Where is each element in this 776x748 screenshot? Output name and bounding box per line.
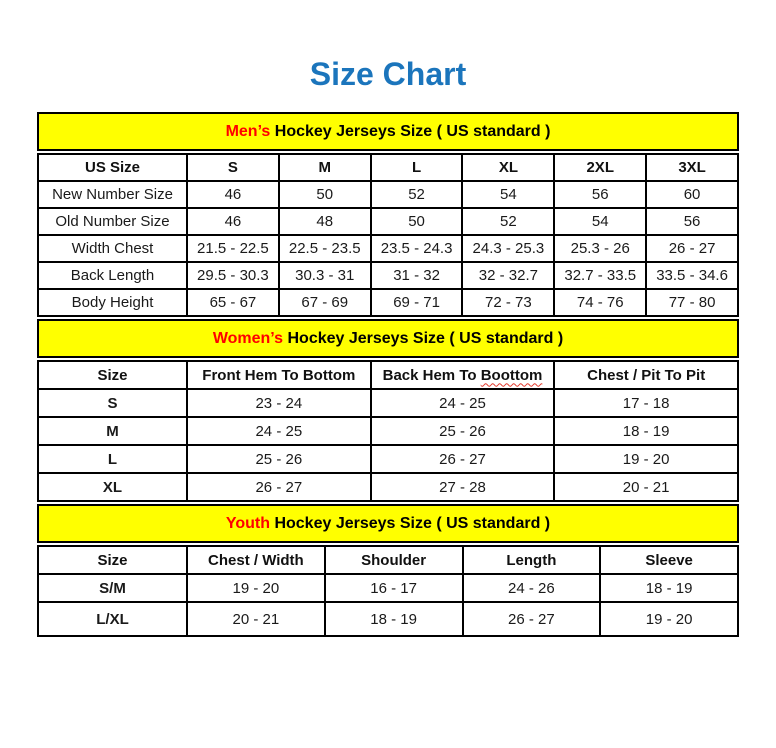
table-row [38,417,738,445]
value-cell: 21.5 - 22.5 [187,235,279,262]
womens-size-table-holder [37,360,739,502]
value-cell: 16 - 17 [325,574,463,602]
column-header-cell: Chest / Width [187,546,325,574]
table-row [38,574,738,602]
mens-size-table-holder [37,153,739,317]
value-cell: 17 - 18 [554,389,738,417]
column-header-cell: US Size [38,154,187,181]
value-cell: 18 - 19 [600,574,738,602]
mens-header-highlight: Men’s [225,122,271,140]
row-label-cell: Body Height [38,289,187,316]
column-header-cell: Size [38,361,187,389]
value-cell: 20 - 21 [554,473,738,501]
mens-section [37,112,739,317]
value-cell: 56 [646,208,738,235]
column-header-cell: M [279,154,371,181]
youth-section [37,504,739,637]
column-header-cell: Length [463,546,601,574]
value-cell: 23 - 24 [187,389,371,417]
row-label-cell: S [38,389,187,417]
row-label-cell: L/XL [38,602,187,636]
table-row [38,262,738,289]
value-cell: 50 [279,181,371,208]
womens-section [37,319,739,502]
value-cell: 69 - 71 [371,289,463,316]
value-cell: 32.7 - 33.5 [554,262,646,289]
value-cell: 19 - 20 [600,602,738,636]
value-cell: 26 - 27 [371,445,555,473]
size-chart [37,112,739,637]
page-title: Size Chart [309,56,467,92]
row-label-cell: L [38,445,187,473]
youth-header-text: Hockey Jerseys Size ( US standard ) [270,514,551,532]
row-label-cell: New Number Size [38,181,187,208]
youth-section-header [37,504,739,543]
value-cell: 74 - 76 [554,289,646,316]
value-cell: 27 - 28 [371,473,555,501]
table-row [38,473,738,501]
value-cell: 26 - 27 [646,235,738,262]
column-header-cell: Chest / Pit To Pit [554,361,738,389]
value-cell: 32 - 32.7 [462,262,554,289]
row-label-cell: XL [38,473,187,501]
column-header-cell: Sleeve [600,546,738,574]
womens-header-highlight: Women’s [212,329,284,347]
table-row [38,389,738,417]
value-cell: 50 [371,208,463,235]
womens-section-header [37,319,739,358]
value-cell: 77 - 80 [646,289,738,316]
value-cell: 24 - 25 [187,417,371,445]
table-row [38,181,738,208]
mens-header-text: Hockey Jerseys Size ( US standard ) [270,122,551,140]
value-cell: 67 - 69 [279,289,371,316]
value-cell: 18 - 19 [554,417,738,445]
value-cell: 25.3 - 26 [554,235,646,262]
mens-section-header [37,112,739,151]
value-cell: 56 [554,181,646,208]
value-cell: 24.3 - 25.3 [462,235,554,262]
table-row [38,289,738,316]
value-cell: 46 [187,208,279,235]
value-cell: 54 [554,208,646,235]
value-cell: 30.3 - 31 [279,262,371,289]
value-cell: 33.5 - 34.6 [646,262,738,289]
value-cell: 19 - 20 [187,574,325,602]
row-label-cell: Back Length [38,262,187,289]
column-header-cell: Shoulder [325,546,463,574]
column-header-cell: 3XL [646,154,738,181]
column-header-cell: XL [462,154,554,181]
value-cell: 25 - 26 [371,417,555,445]
womens-column-header-row [38,361,738,389]
value-cell: 72 - 73 [462,289,554,316]
row-label-cell: M [38,417,187,445]
value-cell: 52 [462,208,554,235]
womens-size-table [37,360,739,502]
youth-size-table [37,545,739,637]
table-row [38,235,738,262]
table-row [38,208,738,235]
size-chart-page [0,56,776,637]
table-row [38,602,738,636]
value-cell: 29.5 - 30.3 [187,262,279,289]
value-cell: 60 [646,181,738,208]
value-cell: 24 - 26 [463,574,601,602]
mens-column-header-row [38,154,738,181]
column-header-cell: Front Hem To Bottom [187,361,371,389]
youth-column-header-row [38,546,738,574]
value-cell: 18 - 19 [325,602,463,636]
value-cell: 23.5 - 24.3 [371,235,463,262]
column-header-cell: Size [38,546,187,574]
womens-header-text: Hockey Jerseys Size ( US standard ) [283,329,564,347]
youth-size-table-holder [37,545,739,637]
value-cell: 20 - 21 [187,602,325,636]
value-cell: 31 - 32 [371,262,463,289]
value-cell: 19 - 20 [554,445,738,473]
column-header-cell: L [371,154,463,181]
mens-size-table [37,153,739,317]
youth-header-highlight: Youth [225,514,270,532]
value-cell: 22.5 - 23.5 [279,235,371,262]
table-row [38,445,738,473]
row-label-cell: Old Number Size [38,208,187,235]
value-cell: 24 - 25 [371,389,555,417]
column-header-cell: 2XL [554,154,646,181]
value-cell: 46 [187,181,279,208]
value-cell: 48 [279,208,371,235]
value-cell: 26 - 27 [463,602,601,636]
column-header-cell: S [187,154,279,181]
value-cell: 52 [371,181,463,208]
row-label-cell: Width Chest [38,235,187,262]
misspelled-word: Boottom [480,366,543,384]
value-cell: 54 [462,181,554,208]
value-cell: 26 - 27 [187,473,371,501]
value-cell: 25 - 26 [187,445,371,473]
row-label-cell: S/M [38,574,187,602]
column-header-cell: Back Hem To Boottom [371,361,555,389]
value-cell: 65 - 67 [187,289,279,316]
